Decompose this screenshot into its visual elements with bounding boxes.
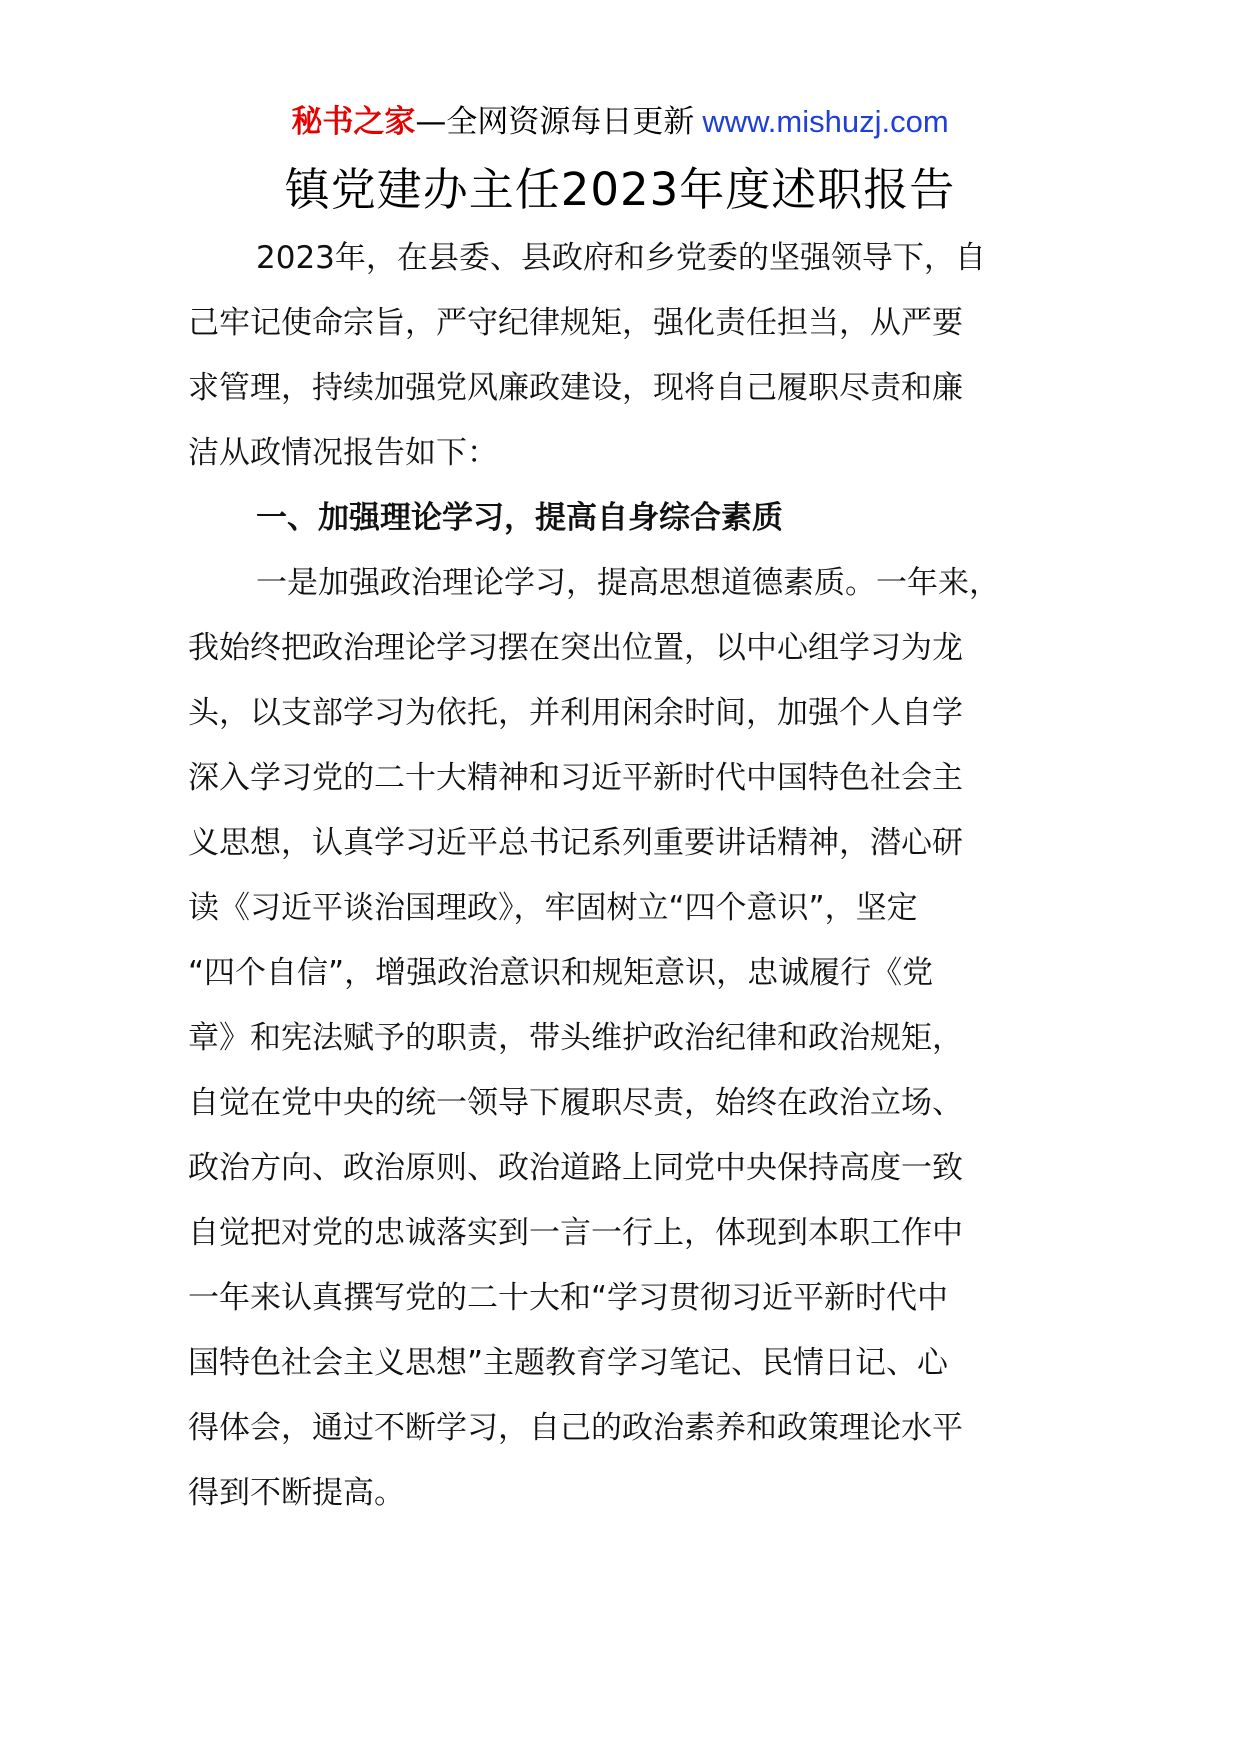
site-header xyxy=(0,100,1240,144)
site-url-link[interactable]: www.mishuzj.com xyxy=(702,104,949,139)
paragraph-line: 一是加强政治理论学习，提高思想道德素质。一年来， xyxy=(256,565,1000,601)
paragraph-line: 我始终把政治理论学习摆在突出位置，以中心组学习为龙 xyxy=(188,630,963,666)
paragraph-line: 章》和宪法赋予的职责，带头维护政治纪律和政治规矩， xyxy=(188,1020,963,1056)
paragraph-line: 头，以支部学习为依托，并利用闲余时间，加强个人自学 xyxy=(188,695,963,731)
paragraph-line: 得到不断提高。 xyxy=(188,1475,405,1511)
document-title: 镇党建办主任2023年度述职报告 xyxy=(284,163,956,216)
paragraph-line: 洁从政情况报告如下： xyxy=(188,435,498,471)
paragraph-line: 国特色社会主义思想”主题教育学习笔记、民情日记、心 xyxy=(188,1345,949,1381)
paragraph-line: “四个自信”，增强政治意识和规矩意识，忠诚履行《党 xyxy=(188,955,934,991)
paragraph-line: 政治方向、政治原则、政治道路上同党中央保持高度一致 xyxy=(188,1150,963,1186)
paragraph-line: 自觉在党中央的统一领导下履职尽责，始终在政治立场、 xyxy=(188,1085,963,1121)
header-tagline: —全网资源每日更新 xyxy=(415,104,695,140)
paragraph-line: 2023年，在县委、县政府和乡党委的坚强领导下，自 xyxy=(256,240,986,276)
paragraph-line: 义思想，认真学习近平总书记系列重要讲话精神，潜心研 xyxy=(188,825,963,861)
paragraph-line: 读《习近平谈治国理政》，牢固树立“四个意识”，坚定 xyxy=(188,890,918,926)
section-heading: 一、加强理论学习，提高自身综合素质 xyxy=(256,500,783,536)
paragraph-line: 得体会，通过不断学习，自己的政治素养和政策理论水平 xyxy=(188,1410,963,1446)
paragraph-line: 自觉把对党的忠诚落实到一言一行上，体现到本职工作中 xyxy=(188,1215,963,1251)
paragraph-line: 深入学习党的二十大精神和习近平新时代中国特色社会主 xyxy=(188,760,963,796)
brand-name: 秘书之家 xyxy=(291,104,416,140)
paragraph-line: 一年来认真撰写党的二十大和“学习贯彻习近平新时代中 xyxy=(188,1280,949,1316)
paragraph-line: 求管理，持续加强党风廉政建设，现将自己履职尽责和廉 xyxy=(188,370,963,406)
paragraph-line: 己牢记使命宗旨，严守纪律规矩，强化责任担当，从严要 xyxy=(188,305,963,341)
document-body xyxy=(188,226,1088,1526)
